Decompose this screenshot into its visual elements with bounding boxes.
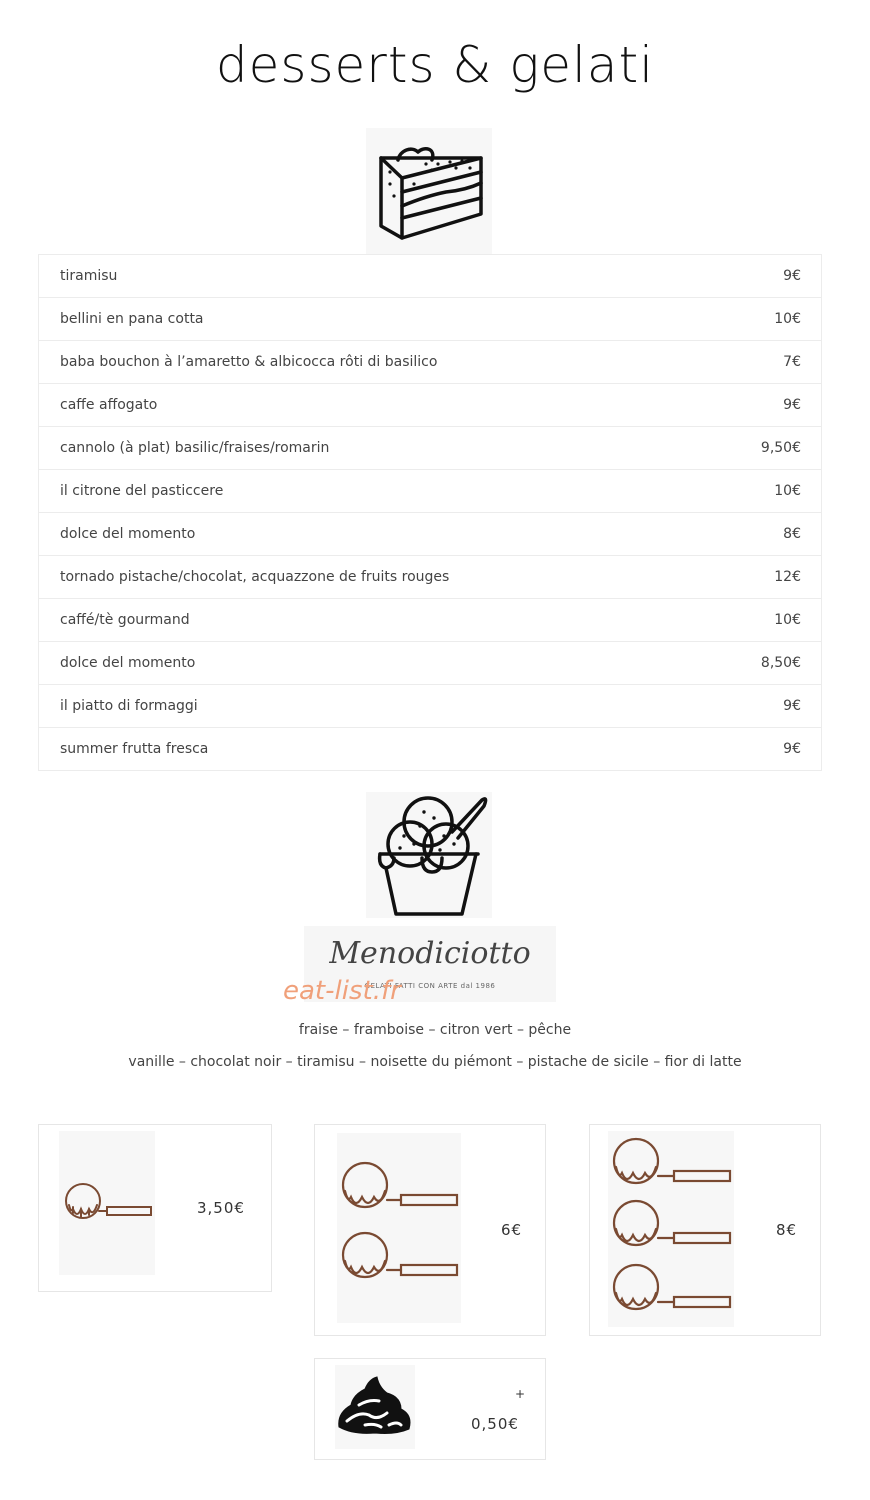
dessert-price: 9€ <box>783 268 801 284</box>
dessert-menu <box>38 254 822 771</box>
topping-price: 0,50€ <box>471 1415 519 1433</box>
dessert-price: 10€ <box>774 311 801 327</box>
dessert-name: tornado pistache/chocolat, acquazzone de fruits rouges <box>60 569 450 585</box>
dessert-name: cannolo (à plat) basilic/fraises/romarin <box>60 440 330 456</box>
dessert-name: dolce del momento <box>60 526 196 542</box>
scoop-card-2 <box>314 1124 546 1336</box>
dessert-name: bellini en pana cotta <box>60 311 204 327</box>
menu-row <box>39 556 821 599</box>
menu-row <box>39 384 821 427</box>
menu-row <box>39 298 821 341</box>
menu-row <box>39 642 821 685</box>
dessert-name: il citrone del pasticcere <box>60 483 224 499</box>
dessert-name: tiramisu <box>60 268 118 284</box>
brand-name: Menodiciotto <box>329 936 531 971</box>
menu-row <box>39 685 821 728</box>
dessert-name: caffe affogato <box>60 397 158 413</box>
menu-row <box>39 513 821 556</box>
menu-row <box>39 728 821 770</box>
topping-card <box>314 1358 546 1460</box>
dessert-name: dolce del momento <box>60 655 196 671</box>
watermark: eat-list.fr <box>283 976 401 1006</box>
dessert-price: 7€ <box>783 354 801 370</box>
scoop-price: 3,50€ <box>197 1199 245 1217</box>
dessert-price: 10€ <box>774 612 801 628</box>
cake-slice-icon <box>366 128 492 254</box>
dessert-name: baba bouchon à l’amaretto & albicocca rôti di basilico <box>60 354 438 370</box>
ice-cream-scoop-icon <box>59 1131 155 1275</box>
meringue-icon <box>335 1365 415 1449</box>
dessert-name: summer frutta fresca <box>60 741 209 757</box>
dessert-name: caffé/tè gourmand <box>60 612 190 628</box>
ice-cream-cup-icon <box>366 792 492 918</box>
dessert-price: 9,50€ <box>760 440 801 456</box>
scoop-price: 8€ <box>776 1221 798 1239</box>
dessert-price: 9€ <box>783 698 801 714</box>
brand-tagline: GELATI FATTI CON ARTE dal 1986 <box>364 982 496 990</box>
flavors-line-1: fraise – framboise – citron vert – pêche <box>298 1022 572 1038</box>
ice-cream-scoop-icon <box>337 1133 461 1323</box>
dessert-price: 9€ <box>783 397 801 413</box>
dessert-price: 8€ <box>783 526 801 542</box>
menu-row <box>39 427 821 470</box>
dessert-price: 9€ <box>783 741 801 757</box>
menu-row <box>39 599 821 642</box>
scoop-card-1 <box>38 1124 272 1292</box>
topping-plus: + <box>515 1387 527 1401</box>
dessert-name: il piatto di formaggi <box>60 698 198 714</box>
scoop-price: 6€ <box>501 1221 523 1239</box>
ice-cream-scoop-icon <box>608 1131 734 1327</box>
menu-row <box>39 341 821 384</box>
dessert-price: 12€ <box>774 569 801 585</box>
dessert-price: 8,50€ <box>760 655 801 671</box>
page-title: desserts & gelati <box>215 36 655 94</box>
scoop-card-3 <box>589 1124 821 1336</box>
menu-row <box>39 255 821 298</box>
dessert-price: 10€ <box>774 483 801 499</box>
menu-row <box>39 470 821 513</box>
flavors-line-2: vanille – chocolat noir – tiramisu – noisette du piémont – pistache de sicile – fior di latte <box>128 1054 742 1070</box>
